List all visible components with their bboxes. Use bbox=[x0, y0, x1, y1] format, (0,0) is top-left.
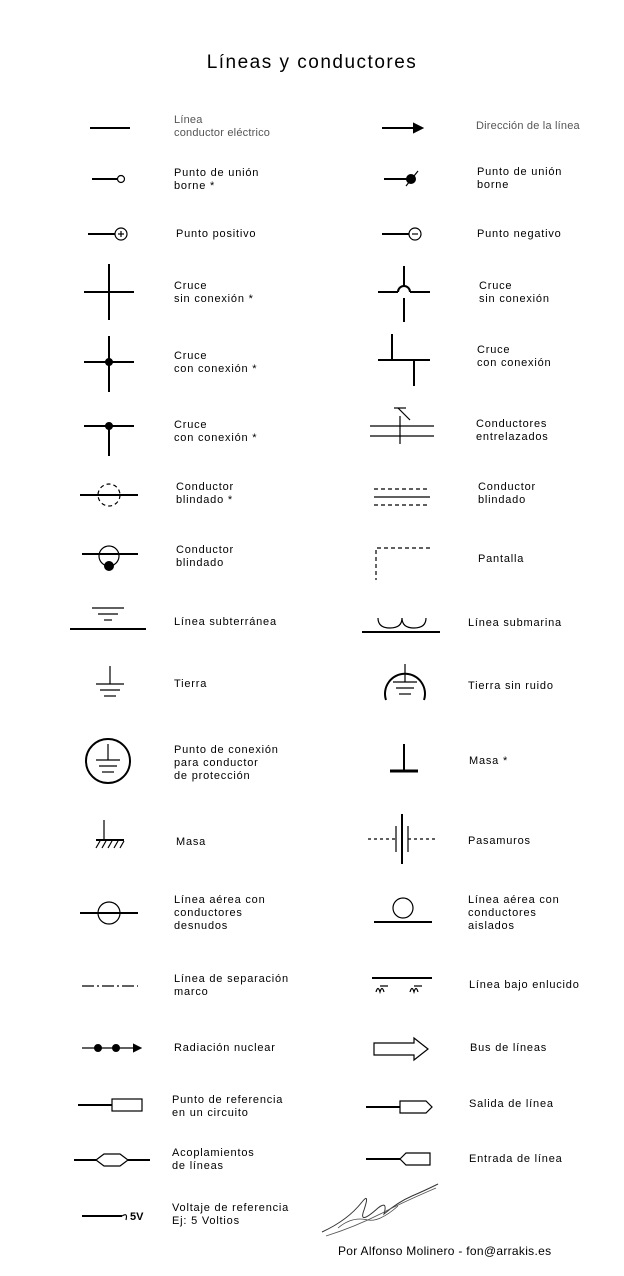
footer-credit: Por Alfonso Molinero - fon@arrakis.es bbox=[338, 1244, 552, 1258]
shielded-double-dashed-icon bbox=[372, 484, 434, 512]
line-output-icon bbox=[364, 1096, 436, 1118]
symbol-label: Masa bbox=[176, 836, 207, 848]
line-coupling-icon bbox=[72, 1148, 152, 1172]
symbol-label: Línea subterránea bbox=[174, 616, 277, 628]
symbol-label: Conductor blindado bbox=[478, 481, 536, 506]
symbol-label: Pantalla bbox=[478, 553, 525, 565]
symbol-label: Línea submarina bbox=[468, 617, 562, 629]
symbol-label: Voltaje de referencia Ej: 5 Voltios bbox=[172, 1202, 290, 1227]
line-conductor-icon bbox=[88, 118, 132, 138]
reference-voltage-icon bbox=[80, 1206, 152, 1226]
symbol-label: Línea aérea con conductores aislados bbox=[468, 894, 560, 932]
symbol-label: Punto negativo bbox=[477, 228, 562, 240]
twisted-conductors-icon bbox=[368, 402, 438, 446]
symbol-label: Cruce sin conexión * bbox=[174, 280, 254, 305]
line-bus-icon bbox=[372, 1036, 432, 1062]
earth-icon bbox=[90, 664, 130, 700]
symbol-label: Punto de unión borne bbox=[477, 166, 563, 191]
shielded-conductor-icon bbox=[80, 540, 140, 574]
symbol-label: Radiación nuclear bbox=[174, 1042, 276, 1054]
symbol-label: Línea de separación marco bbox=[174, 973, 289, 998]
separation-line-icon bbox=[80, 976, 140, 996]
junction-point-icon bbox=[88, 168, 132, 190]
symbol-label: Cruce con conexión bbox=[477, 344, 552, 369]
symbol-label: Tierra sin ruido bbox=[468, 680, 554, 692]
symbol-label: Punto de referencia en un circuito bbox=[172, 1094, 284, 1119]
protective-earth-icon bbox=[82, 736, 134, 786]
symbol-label: Bus de líneas bbox=[470, 1042, 548, 1054]
symbol-label: Línea conductor eléctrico bbox=[174, 114, 271, 139]
overhead-bare-line-icon bbox=[78, 898, 140, 928]
page-title: Líneas y conductores bbox=[206, 52, 418, 73]
wall-feedthrough-icon bbox=[366, 812, 438, 866]
symbol-label: Entrada de línea bbox=[469, 1153, 563, 1165]
crossing-with-connection-icon bbox=[82, 334, 136, 396]
symbol-label: Pasamuros bbox=[468, 835, 531, 847]
shielded-conductor-dashed-icon bbox=[78, 480, 140, 510]
positive-point-icon bbox=[86, 222, 132, 246]
line-input-icon bbox=[364, 1148, 436, 1170]
symbol-label: Conductor blindado bbox=[176, 544, 234, 569]
symbol-label: Cruce con conexión * bbox=[174, 419, 258, 444]
symbol-label: Salida de línea bbox=[469, 1098, 554, 1110]
symbol-label: Tierra bbox=[174, 678, 208, 690]
offset-connection-icon bbox=[376, 332, 432, 388]
tee-connection-icon bbox=[82, 412, 136, 458]
crossing-bridge-icon bbox=[376, 264, 432, 324]
ground-mass-icon bbox=[386, 742, 422, 776]
symbol-label: Masa * bbox=[469, 755, 509, 767]
line-direction-icon bbox=[380, 118, 426, 138]
symbol-label: Punto de conexión para conductor de protección bbox=[174, 744, 279, 782]
overhead-insulated-line-icon bbox=[372, 892, 436, 926]
symbol-label: Cruce sin conexión bbox=[479, 280, 550, 305]
plaster-line-icon bbox=[370, 972, 436, 998]
submarine-line-icon bbox=[360, 608, 444, 636]
nuclear-radiation-icon bbox=[80, 1038, 142, 1058]
crossing-no-connection-icon bbox=[82, 262, 136, 324]
symbol-label: Línea aérea con conductores desnudos bbox=[174, 894, 266, 932]
symbol-label: Cruce con conexión * bbox=[174, 350, 258, 375]
noiseless-earth-icon bbox=[380, 660, 430, 704]
symbol-label: Dirección de la línea bbox=[476, 120, 580, 132]
reference-point-icon bbox=[76, 1094, 146, 1116]
svg-text:5V: 5V bbox=[130, 1211, 144, 1223]
symbol-label: Conductor blindado * bbox=[176, 481, 234, 506]
screen-icon bbox=[372, 544, 434, 582]
symbol-label: Conductores entrelazados bbox=[476, 418, 549, 443]
chassis-ground-icon bbox=[90, 818, 130, 854]
symbol-label: Acoplamientos de líneas bbox=[172, 1147, 255, 1172]
symbol-label: Línea bajo enlucido bbox=[469, 979, 580, 991]
underground-line-icon bbox=[68, 602, 148, 632]
symbol-label: Punto de unión borne * bbox=[174, 167, 260, 192]
signature-icon bbox=[318, 1180, 442, 1242]
symbol-label: Punto positivo bbox=[176, 228, 257, 240]
negative-point-icon bbox=[380, 222, 426, 246]
junction-terminal-icon bbox=[382, 166, 424, 192]
